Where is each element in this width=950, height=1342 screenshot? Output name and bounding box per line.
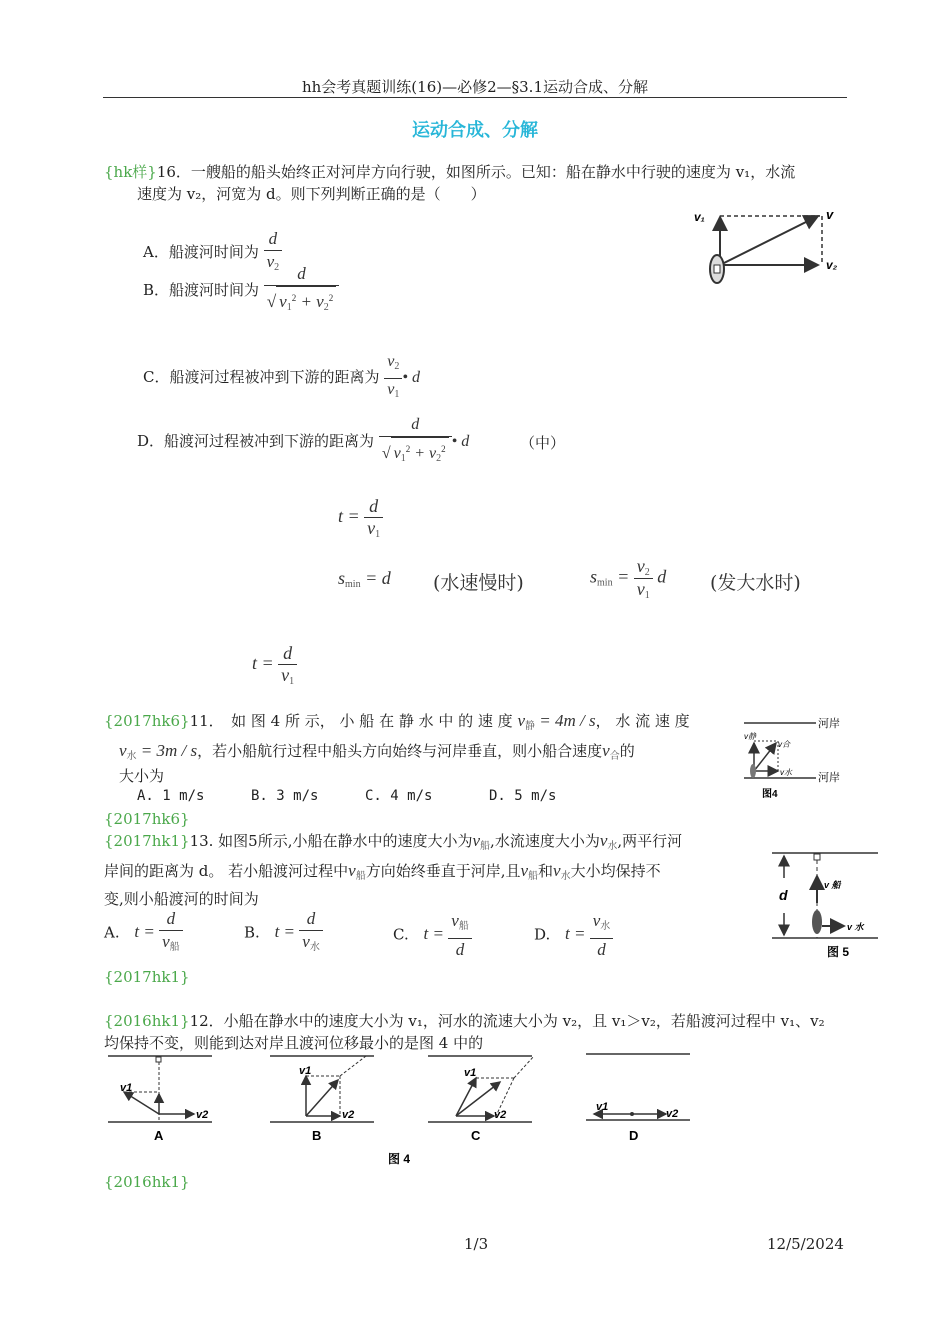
- svg-text:v 船: v 船: [824, 880, 841, 890]
- fig4-bank-bottom: 河岸: [818, 772, 840, 784]
- formula-t1: t = $\frac{d}{v_1}$: [338, 496, 383, 540]
- q12-figures: [104, 1048, 704, 1170]
- q16-line1: [104, 161, 795, 183]
- q13-line2: 岸间的距离为 d。 若小船渡河过程中$v_船$方向始终垂直于河岸,且$v_船$和$v_水$大小均保持不: [104, 861, 661, 882]
- q12-line1: {2016hk1}12．小船在静水中的速度大小为 v₁，河水的流速大小为 v₂，且 v₁＞v₂，若船渡河过程中 v₁、v₂: [104, 1012, 825, 1030]
- q11-line3: 大小为: [119, 767, 165, 785]
- svg-text:v2: v2: [494, 1109, 507, 1121]
- diagram-c: [428, 1056, 534, 1143]
- q16-stem-2: 速度为 v₂，河宽为 d。则下列判断正确的是（ ）: [137, 185, 486, 203]
- option-c-formula: $\frac{v_2}{v_1}$: [384, 351, 402, 406]
- q13-option-d: D. t = $\frac{v_水}{d}$: [534, 910, 613, 961]
- header-rule: [103, 97, 847, 98]
- q13-option-b: B. t = $\frac{d}{v_水}$: [244, 908, 323, 959]
- q11-figure: [740, 713, 850, 803]
- q13-line1: {2017hk1}13. 如图5所示,小船在静水中的速度大小为$v_船$,水流速度大小为$v_水$,两平行河: [104, 831, 683, 852]
- option-d-formula: $\frac{d}{√ v_1^2 + v_2^2}$: [379, 414, 452, 470]
- q11-end-tag: {2017hk6}: [104, 810, 190, 828]
- q16-option-b: B．船渡河时间为 $\frac{d}{√ v_1^2 + v_2^2}$: [143, 263, 339, 319]
- note-slow: (水速慢时): [433, 572, 524, 594]
- q16-option-c: C．船渡河过程被冲到下游的距离为 $\frac{v_2}{v_1}$ • d: [143, 330, 420, 406]
- formula-smin-slow: $s_{min} = d$: [338, 568, 391, 590]
- q11-option-d: D. 5 m/s: [489, 788, 557, 804]
- q11-option-a: A. 1 m/s: [137, 788, 205, 804]
- page-number: 1/3: [464, 1235, 489, 1253]
- svg-text:v2: v2: [342, 1109, 355, 1121]
- note-flood: (发大水时): [710, 572, 801, 594]
- q13-end-tag: {2017hk1}: [104, 968, 190, 986]
- q13-option-c: C. t = $\frac{v_船}{d}$: [393, 910, 472, 961]
- q11-line2: $v_水 = 3m / s$，若小船航行过程中船头方向始终与河岸垂直，则小船合速度$v_合$的: [119, 741, 635, 762]
- svg-text:v1: v1: [596, 1101, 609, 1113]
- q13-line3: 变,则小船渡河的时间为: [104, 890, 259, 908]
- fig4-bank-top: 河岸: [818, 718, 840, 730]
- diagram-a-label: A: [154, 1128, 164, 1143]
- option-b-formula: $\frac{d}{√ v_1^2 + v_2^2}$: [264, 263, 339, 319]
- svg-text:v合: v合: [778, 740, 790, 749]
- footer-date: 12/5/2024: [767, 1235, 844, 1253]
- q12-line2: 均保持不变，则能到达对岸且渡河位移最小的是图 4 中的: [104, 1034, 484, 1052]
- q16-stem-1: 16．一艘船的船头始终正对河岸方向行驶，如图所示。已知：船在静水中行驶的速度为 v₁，水流: [156, 163, 796, 181]
- q11-options: [137, 788, 556, 804]
- fig-label-v: v: [826, 207, 834, 222]
- svg-text:v2: v2: [196, 1109, 209, 1121]
- svg-text:v1: v1: [299, 1065, 312, 1077]
- diagram-c-label: C: [471, 1128, 481, 1143]
- svg-text:v2: v2: [666, 1108, 679, 1120]
- svg-text:d: d: [779, 887, 788, 903]
- v-arrow: [720, 216, 818, 265]
- svg-text:v1: v1: [120, 1082, 133, 1094]
- q13-figure: [772, 848, 880, 964]
- q16-option-d: D．船渡河过程被冲到下游的距离为 $\frac{d}{√ v_1^2 + v_2^2}$ • d: [137, 388, 469, 470]
- diagram-b: [270, 1056, 374, 1143]
- q16-tag: {hk样}: [104, 163, 157, 181]
- svg-text:v 水: v 水: [847, 922, 864, 932]
- boat-icon: [812, 910, 822, 934]
- diagram-b-label: B: [312, 1128, 322, 1143]
- fig-label-v1: v₁: [694, 210, 705, 224]
- q13-option-a: A. t = $\frac{d}{v_船}$: [104, 908, 183, 959]
- diagram-d: [586, 1054, 690, 1143]
- svg-text:v1: v1: [464, 1067, 477, 1079]
- fig4-caption: 图4: [762, 789, 778, 800]
- q12-tag: {2016hk1}: [104, 1012, 190, 1030]
- formula-t2: t = $\frac{d}{v_1}$: [252, 643, 297, 687]
- diagram-d-label: D: [629, 1128, 639, 1143]
- svg-text:v水: v水: [780, 768, 792, 777]
- q13-tag: {2017hk1}: [104, 832, 190, 850]
- diagram-a: [108, 1056, 212, 1143]
- option-a-formula: $\frac{d}{v_2}$: [264, 228, 283, 279]
- svg-text:v静: v静: [744, 732, 756, 741]
- q11-option-b: B. 3 m/s: [251, 788, 319, 804]
- q12-end-tag: {2016hk1}: [104, 1173, 190, 1191]
- fig5-caption: 图 5: [827, 945, 850, 959]
- q11-tag: {2017hk6}: [104, 712, 190, 730]
- q16-difficulty: （中）: [520, 434, 566, 452]
- formula-smin-flood: $s_{min}$ = $\frac{v_2}{v_1}$ d: [590, 556, 667, 601]
- fig-label-v2: v₂: [826, 258, 838, 272]
- q16-figure: [690, 203, 850, 285]
- q16-option-a: A．船渡河时间为 $\frac{d}{v_2}$: [143, 203, 282, 279]
- q11-line1: {2017hk6}11． 如 图 4 所 示， 小 船 在 静 水 中 的 速 度 $v_静 = 4m / s$， 水 流 速 度: [104, 711, 690, 732]
- q12-fig-caption: 图 4: [388, 1152, 411, 1166]
- q11-option-c: C. 4 m/s: [365, 788, 433, 804]
- section-title: 运动合成、分解: [412, 120, 538, 141]
- header-title: hh会考真题训练(16)—必修2—§3.1运动合成、分解: [301, 78, 648, 96]
